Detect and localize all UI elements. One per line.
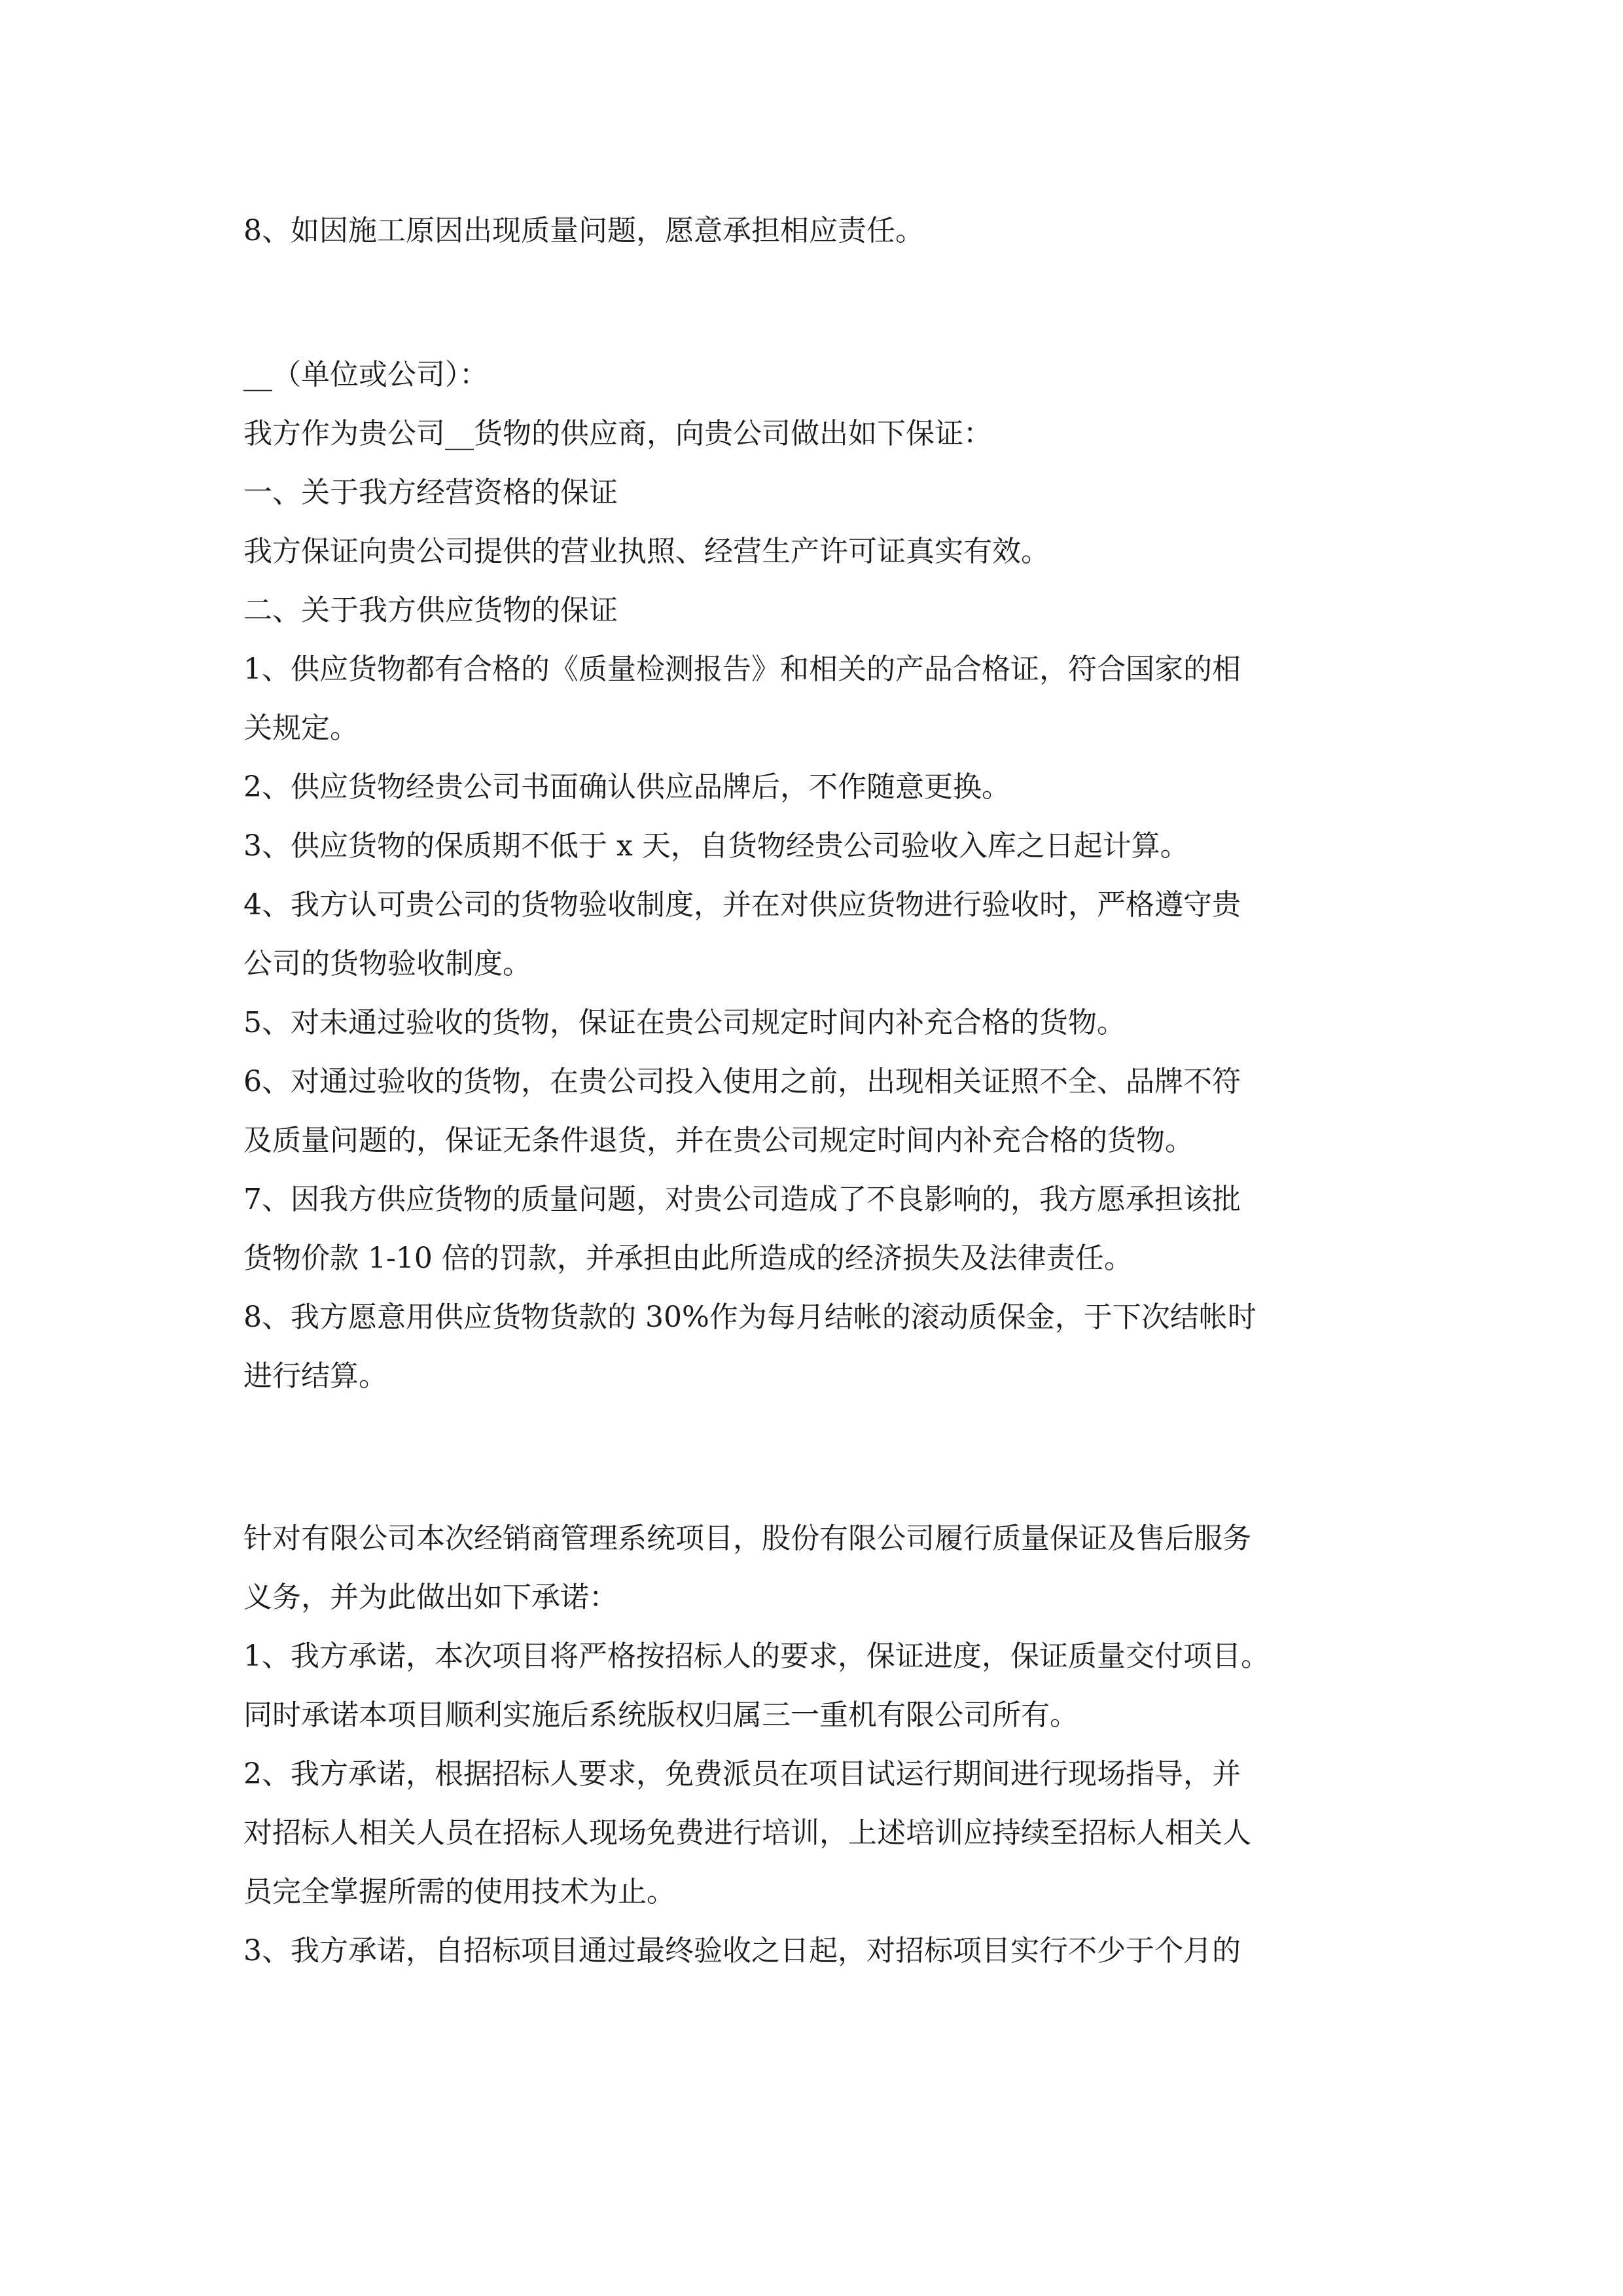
text-line: 我方作为贵公司__货物的供应商，向贵公司做出如下保证：	[243, 417, 992, 450]
text-line: 3、我方承诺，自招标项目通过最终验收之日起，对招标项目实行不少于个月的	[243, 1934, 1241, 1967]
section-project-commitment	[243, 1509, 1382, 1981]
text-line: 4、我方认可贵公司的货物验收制度，并在对供应货物进行验收时，严格遵守贵	[243, 888, 1241, 922]
text-line: 2、供应货物经贵公司书面确认供应品牌后，不作随意更换。	[243, 770, 1010, 804]
text-line: 2、我方承诺，根据招标人要求，免费派员在项目试运行期间进行现场指导，并	[243, 1757, 1241, 1791]
text-line: 员完全掌握所需的使用技术为止。	[243, 1875, 675, 1909]
section-spacer	[243, 1406, 1382, 1509]
text-line: 货物价款 1-10 倍的罚款，并承担由此所造成的经济损失及法律责任。	[243, 1242, 1133, 1275]
section-spacer	[243, 260, 1382, 346]
text-line: 6、对通过验收的货物，在贵公司投入使用之前，出现相关证照不全、品牌不符	[243, 1065, 1241, 1098]
text-line: 同时承诺本项目顺利实施后系统版权归属三一重机有限公司所有。	[243, 1698, 1079, 1732]
text-line: 关规定。	[243, 711, 359, 745]
text-line: 公司的货物验收制度。	[243, 947, 531, 980]
text-line: 我方保证向贵公司提供的营业执照、经营生产许可证真实有效。	[243, 535, 1050, 568]
section-supplier-guarantee	[243, 346, 1382, 1406]
document-body	[243, 202, 1382, 1981]
salutation-line: __（单位或公司）：	[243, 358, 488, 391]
section-construction-responsibility	[243, 202, 1382, 260]
text-line: 5、对未通过验收的货物，保证在贵公司规定时间内补充合格的货物。	[243, 1006, 1126, 1039]
text-line: 对招标人相关人员在招标人现场免费进行培训，上述培训应持续至招标人相关人	[243, 1816, 1251, 1850]
text-line: 进行结算。	[243, 1359, 387, 1393]
text-line: 义务，并为此做出如下承诺：	[243, 1581, 618, 1614]
heading-line: 二、关于我方供应货物的保证	[243, 594, 618, 627]
heading-line: 一、关于我方经营资格的保证	[243, 476, 618, 509]
text-line: 及质量问题的，保证无条件退货，并在贵公司规定时间内补充合格的货物。	[243, 1124, 1194, 1157]
text-line: 8、如因施工原因出现质量问题，愿意承担相应责任。	[243, 214, 924, 247]
text-line: 3、供应货物的保质期不低于 x 天，自货物经贵公司验收入库之日起计算。	[243, 829, 1189, 863]
text-line: 8、我方愿意用供应货物货款的 30%作为每月结帐的滚动质保金，于下次结帐时	[243, 1300, 1257, 1334]
text-line: 1、供应货物都有合格的《质量检测报告》和相关的产品合格证，符合国家的相	[243, 653, 1241, 686]
text-line: 1、我方承诺，本次项目将严格按招标人的要求，保证进度，保证质量交付项目。	[243, 1640, 1270, 1673]
text-line: 针对有限公司本次经销商管理系统项目，股份有限公司履行质量保证及售后服务	[243, 1522, 1251, 1555]
text-line: 7、因我方供应货物的质量问题，对贵公司造成了不良影响的，我方愿承担该批	[243, 1183, 1241, 1216]
